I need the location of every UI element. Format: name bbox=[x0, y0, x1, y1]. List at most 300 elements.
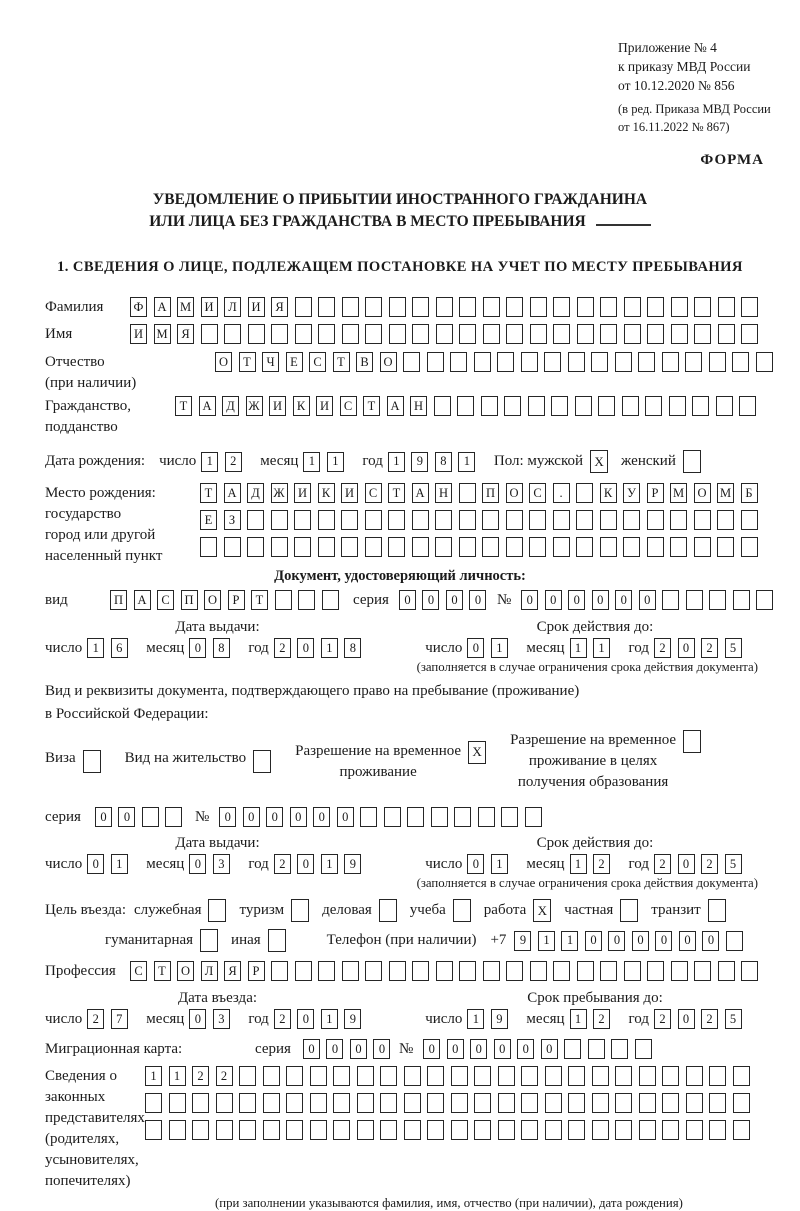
char-cell[interactable]: 0 bbox=[615, 590, 632, 610]
char-cell[interactable]: 0 bbox=[303, 1039, 320, 1059]
char-cell[interactable] bbox=[341, 510, 358, 530]
char-cell[interactable] bbox=[639, 1120, 656, 1140]
char-cell[interactable] bbox=[530, 297, 547, 317]
char-cell[interactable] bbox=[726, 931, 743, 951]
char-cell[interactable] bbox=[318, 324, 335, 344]
char-cell[interactable] bbox=[576, 483, 593, 503]
checkbox[interactable] bbox=[291, 899, 309, 922]
char-cell[interactable] bbox=[454, 807, 471, 827]
char-cell[interactable]: И bbox=[248, 297, 265, 317]
char-cell[interactable] bbox=[384, 807, 401, 827]
char-cell[interactable] bbox=[521, 352, 538, 372]
char-cell[interactable] bbox=[483, 324, 500, 344]
char-cell[interactable] bbox=[741, 510, 758, 530]
char-cell[interactable]: 1 bbox=[467, 1009, 484, 1029]
char-cell[interactable]: 1 bbox=[388, 452, 405, 472]
char-cell[interactable] bbox=[639, 1093, 656, 1113]
char-cell[interactable] bbox=[647, 537, 664, 557]
char-cell[interactable] bbox=[247, 510, 264, 530]
checkbox[interactable]: X bbox=[590, 450, 608, 473]
char-cell[interactable] bbox=[577, 961, 594, 981]
char-cell[interactable]: 0 bbox=[678, 854, 695, 874]
char-cell[interactable] bbox=[671, 324, 688, 344]
char-cell[interactable]: О bbox=[204, 590, 221, 610]
char-cell[interactable] bbox=[169, 1093, 186, 1113]
char-cell[interactable] bbox=[342, 324, 359, 344]
char-cell[interactable]: 5 bbox=[725, 1009, 742, 1029]
char-cell[interactable] bbox=[404, 1120, 421, 1140]
char-cell[interactable] bbox=[357, 1120, 374, 1140]
char-cell[interactable] bbox=[709, 352, 726, 372]
char-cell[interactable]: 0 bbox=[297, 854, 314, 874]
char-cell[interactable]: Т bbox=[251, 590, 268, 610]
char-cell[interactable]: С bbox=[157, 590, 174, 610]
char-cell[interactable] bbox=[709, 1066, 726, 1086]
char-cell[interactable]: А bbox=[154, 297, 171, 317]
char-cell[interactable] bbox=[662, 1120, 679, 1140]
char-cell[interactable] bbox=[741, 297, 758, 317]
char-cell[interactable] bbox=[450, 352, 467, 372]
char-cell[interactable] bbox=[201, 324, 218, 344]
char-cell[interactable] bbox=[298, 590, 315, 610]
char-cell[interactable] bbox=[521, 1066, 538, 1086]
char-cell[interactable]: 2 bbox=[593, 854, 610, 874]
char-cell[interactable]: . bbox=[553, 483, 570, 503]
char-cell[interactable] bbox=[600, 324, 617, 344]
char-cell[interactable] bbox=[623, 537, 640, 557]
char-cell[interactable] bbox=[739, 396, 756, 416]
char-cell[interactable] bbox=[357, 1066, 374, 1086]
char-cell[interactable] bbox=[553, 961, 570, 981]
char-cell[interactable]: 2 bbox=[593, 1009, 610, 1029]
char-cell[interactable]: 9 bbox=[514, 931, 531, 951]
char-cell[interactable] bbox=[145, 1093, 162, 1113]
char-cell[interactable] bbox=[365, 510, 382, 530]
char-cell[interactable] bbox=[451, 1093, 468, 1113]
char-cell[interactable] bbox=[474, 1120, 491, 1140]
char-cell[interactable] bbox=[564, 1039, 581, 1059]
char-cell[interactable] bbox=[483, 961, 500, 981]
char-cell[interactable]: 0 bbox=[189, 1009, 206, 1029]
char-cell[interactable]: Д bbox=[222, 396, 239, 416]
char-cell[interactable] bbox=[553, 510, 570, 530]
char-cell[interactable] bbox=[192, 1093, 209, 1113]
char-cell[interactable] bbox=[553, 324, 570, 344]
char-cell[interactable] bbox=[528, 396, 545, 416]
checkbox[interactable] bbox=[453, 899, 471, 922]
char-cell[interactable]: З bbox=[224, 510, 241, 530]
char-cell[interactable]: С bbox=[340, 396, 357, 416]
char-cell[interactable]: 1 bbox=[303, 452, 320, 472]
char-cell[interactable]: М bbox=[670, 483, 687, 503]
char-cell[interactable] bbox=[622, 396, 639, 416]
char-cell[interactable] bbox=[718, 324, 735, 344]
char-cell[interactable] bbox=[506, 297, 523, 317]
char-cell[interactable]: О bbox=[694, 483, 711, 503]
char-cell[interactable]: О bbox=[506, 483, 523, 503]
char-cell[interactable] bbox=[341, 537, 358, 557]
char-cell[interactable] bbox=[294, 537, 311, 557]
char-cell[interactable] bbox=[592, 1093, 609, 1113]
char-cell[interactable]: 0 bbox=[545, 590, 562, 610]
char-cell[interactable]: Т bbox=[175, 396, 192, 416]
char-cell[interactable] bbox=[365, 961, 382, 981]
char-cell[interactable]: 2 bbox=[192, 1066, 209, 1086]
char-cell[interactable] bbox=[431, 807, 448, 827]
char-cell[interactable] bbox=[388, 537, 405, 557]
char-cell[interactable] bbox=[732, 352, 749, 372]
char-cell[interactable] bbox=[318, 510, 335, 530]
char-cell[interactable] bbox=[501, 807, 518, 827]
char-cell[interactable] bbox=[412, 537, 429, 557]
char-cell[interactable] bbox=[482, 510, 499, 530]
char-cell[interactable]: 1 bbox=[570, 1009, 587, 1029]
char-cell[interactable] bbox=[142, 807, 159, 827]
char-cell[interactable]: 0 bbox=[350, 1039, 367, 1059]
char-cell[interactable]: 0 bbox=[297, 1009, 314, 1029]
char-cell[interactable] bbox=[263, 1066, 280, 1086]
char-cell[interactable] bbox=[615, 1120, 632, 1140]
char-cell[interactable] bbox=[600, 961, 617, 981]
char-cell[interactable]: Р bbox=[248, 961, 265, 981]
char-cell[interactable] bbox=[733, 1093, 750, 1113]
char-cell[interactable] bbox=[427, 1066, 444, 1086]
char-cell[interactable] bbox=[380, 1120, 397, 1140]
char-cell[interactable] bbox=[239, 1093, 256, 1113]
char-cell[interactable]: 0 bbox=[297, 638, 314, 658]
char-cell[interactable]: 7 bbox=[111, 1009, 128, 1029]
char-cell[interactable]: 2 bbox=[701, 854, 718, 874]
char-cell[interactable]: 0 bbox=[568, 590, 585, 610]
char-cell[interactable]: С bbox=[309, 352, 326, 372]
checkbox[interactable]: X bbox=[468, 741, 486, 764]
char-cell[interactable] bbox=[427, 1093, 444, 1113]
char-cell[interactable] bbox=[568, 1120, 585, 1140]
char-cell[interactable]: 0 bbox=[467, 854, 484, 874]
char-cell[interactable]: 3 bbox=[213, 1009, 230, 1029]
char-cell[interactable]: 1 bbox=[321, 854, 338, 874]
char-cell[interactable]: 1 bbox=[169, 1066, 186, 1086]
char-cell[interactable] bbox=[615, 352, 632, 372]
char-cell[interactable]: М bbox=[154, 324, 171, 344]
char-cell[interactable]: 9 bbox=[491, 1009, 508, 1029]
char-cell[interactable] bbox=[310, 1120, 327, 1140]
char-cell[interactable] bbox=[239, 1066, 256, 1086]
char-cell[interactable] bbox=[365, 324, 382, 344]
char-cell[interactable] bbox=[388, 510, 405, 530]
char-cell[interactable] bbox=[310, 1066, 327, 1086]
char-cell[interactable] bbox=[435, 510, 452, 530]
char-cell[interactable]: 0 bbox=[494, 1039, 511, 1059]
char-cell[interactable]: 2 bbox=[654, 638, 671, 658]
char-cell[interactable] bbox=[459, 537, 476, 557]
char-cell[interactable]: 3 bbox=[213, 854, 230, 874]
char-cell[interactable]: 0 bbox=[678, 638, 695, 658]
char-cell[interactable]: 1 bbox=[561, 931, 578, 951]
char-cell[interactable] bbox=[474, 1093, 491, 1113]
char-cell[interactable]: 0 bbox=[118, 807, 135, 827]
char-cell[interactable]: 0 bbox=[243, 807, 260, 827]
char-cell[interactable] bbox=[271, 510, 288, 530]
checkbox[interactable] bbox=[83, 750, 101, 773]
char-cell[interactable] bbox=[568, 352, 585, 372]
char-cell[interactable] bbox=[553, 537, 570, 557]
checkbox[interactable]: X bbox=[533, 899, 551, 922]
char-cell[interactable]: 0 bbox=[446, 590, 463, 610]
char-cell[interactable]: В bbox=[356, 352, 373, 372]
char-cell[interactable] bbox=[577, 324, 594, 344]
char-cell[interactable] bbox=[200, 537, 217, 557]
char-cell[interactable]: Л bbox=[224, 297, 241, 317]
char-cell[interactable] bbox=[404, 1066, 421, 1086]
char-cell[interactable] bbox=[342, 297, 359, 317]
char-cell[interactable] bbox=[403, 352, 420, 372]
char-cell[interactable]: 1 bbox=[145, 1066, 162, 1086]
char-cell[interactable]: Н bbox=[435, 483, 452, 503]
char-cell[interactable] bbox=[718, 297, 735, 317]
char-cell[interactable] bbox=[576, 537, 593, 557]
char-cell[interactable]: Т bbox=[200, 483, 217, 503]
char-cell[interactable]: 0 bbox=[266, 807, 283, 827]
char-cell[interactable]: Я bbox=[177, 324, 194, 344]
char-cell[interactable]: К bbox=[293, 396, 310, 416]
char-cell[interactable] bbox=[662, 1093, 679, 1113]
char-cell[interactable] bbox=[294, 510, 311, 530]
char-cell[interactable] bbox=[459, 297, 476, 317]
char-cell[interactable] bbox=[662, 352, 679, 372]
char-cell[interactable]: И bbox=[316, 396, 333, 416]
char-cell[interactable] bbox=[435, 537, 452, 557]
char-cell[interactable] bbox=[333, 1066, 350, 1086]
char-cell[interactable]: 9 bbox=[411, 452, 428, 472]
char-cell[interactable] bbox=[647, 297, 664, 317]
char-cell[interactable]: 0 bbox=[422, 590, 439, 610]
char-cell[interactable] bbox=[451, 1120, 468, 1140]
char-cell[interactable]: 0 bbox=[467, 638, 484, 658]
char-cell[interactable] bbox=[295, 297, 312, 317]
char-cell[interactable] bbox=[647, 961, 664, 981]
char-cell[interactable]: 1 bbox=[201, 452, 218, 472]
char-cell[interactable] bbox=[733, 1120, 750, 1140]
char-cell[interactable]: И bbox=[201, 297, 218, 317]
char-cell[interactable] bbox=[497, 352, 514, 372]
char-cell[interactable]: С bbox=[365, 483, 382, 503]
char-cell[interactable] bbox=[310, 1093, 327, 1113]
checkbox[interactable] bbox=[379, 899, 397, 922]
char-cell[interactable] bbox=[521, 1093, 538, 1113]
char-cell[interactable] bbox=[247, 537, 264, 557]
char-cell[interactable] bbox=[457, 396, 474, 416]
char-cell[interactable]: Р bbox=[647, 483, 664, 503]
char-cell[interactable] bbox=[365, 537, 382, 557]
char-cell[interactable] bbox=[591, 352, 608, 372]
char-cell[interactable]: 1 bbox=[111, 854, 128, 874]
char-cell[interactable] bbox=[224, 537, 241, 557]
checkbox[interactable] bbox=[200, 929, 218, 952]
char-cell[interactable] bbox=[459, 483, 476, 503]
checkbox[interactable] bbox=[253, 750, 271, 773]
char-cell[interactable]: О bbox=[177, 961, 194, 981]
char-cell[interactable] bbox=[756, 590, 773, 610]
char-cell[interactable]: Я bbox=[271, 297, 288, 317]
char-cell[interactable]: 1 bbox=[87, 638, 104, 658]
char-cell[interactable]: 0 bbox=[326, 1039, 343, 1059]
char-cell[interactable]: Ч bbox=[262, 352, 279, 372]
char-cell[interactable] bbox=[686, 590, 703, 610]
char-cell[interactable]: Е bbox=[286, 352, 303, 372]
char-cell[interactable] bbox=[360, 807, 377, 827]
char-cell[interactable]: С bbox=[529, 483, 546, 503]
char-cell[interactable] bbox=[709, 590, 726, 610]
char-cell[interactable] bbox=[451, 1066, 468, 1086]
char-cell[interactable] bbox=[459, 324, 476, 344]
char-cell[interactable]: Т bbox=[239, 352, 256, 372]
char-cell[interactable] bbox=[545, 1120, 562, 1140]
char-cell[interactable] bbox=[733, 590, 750, 610]
char-cell[interactable] bbox=[498, 1066, 515, 1086]
char-cell[interactable]: 0 bbox=[189, 638, 206, 658]
char-cell[interactable] bbox=[436, 324, 453, 344]
char-cell[interactable] bbox=[521, 1120, 538, 1140]
char-cell[interactable]: М bbox=[717, 483, 734, 503]
char-cell[interactable]: Т bbox=[388, 483, 405, 503]
char-cell[interactable]: 0 bbox=[447, 1039, 464, 1059]
char-cell[interactable]: 0 bbox=[313, 807, 330, 827]
char-cell[interactable] bbox=[639, 1066, 656, 1086]
char-cell[interactable]: О bbox=[380, 352, 397, 372]
char-cell[interactable]: Б bbox=[741, 483, 758, 503]
char-cell[interactable]: С bbox=[130, 961, 147, 981]
char-cell[interactable] bbox=[459, 510, 476, 530]
char-cell[interactable]: А bbox=[387, 396, 404, 416]
char-cell[interactable]: 1 bbox=[491, 638, 508, 658]
char-cell[interactable]: П bbox=[181, 590, 198, 610]
char-cell[interactable] bbox=[427, 1120, 444, 1140]
char-cell[interactable] bbox=[624, 324, 641, 344]
char-cell[interactable]: 8 bbox=[435, 452, 452, 472]
char-cell[interactable] bbox=[504, 396, 521, 416]
char-cell[interactable] bbox=[459, 961, 476, 981]
char-cell[interactable] bbox=[481, 396, 498, 416]
char-cell[interactable] bbox=[407, 807, 424, 827]
char-cell[interactable]: И bbox=[294, 483, 311, 503]
char-cell[interactable]: 1 bbox=[327, 452, 344, 472]
char-cell[interactable]: Т bbox=[154, 961, 171, 981]
char-cell[interactable]: И bbox=[269, 396, 286, 416]
char-cell[interactable] bbox=[709, 1093, 726, 1113]
char-cell[interactable] bbox=[647, 324, 664, 344]
char-cell[interactable] bbox=[192, 1120, 209, 1140]
char-cell[interactable] bbox=[741, 537, 758, 557]
char-cell[interactable] bbox=[694, 537, 711, 557]
char-cell[interactable]: К bbox=[318, 483, 335, 503]
checkbox[interactable] bbox=[683, 730, 701, 753]
char-cell[interactable] bbox=[568, 1093, 585, 1113]
char-cell[interactable] bbox=[224, 324, 241, 344]
char-cell[interactable] bbox=[506, 961, 523, 981]
char-cell[interactable] bbox=[271, 324, 288, 344]
char-cell[interactable]: 1 bbox=[570, 854, 587, 874]
char-cell[interactable] bbox=[615, 1066, 632, 1086]
char-cell[interactable] bbox=[669, 396, 686, 416]
char-cell[interactable] bbox=[529, 537, 546, 557]
char-cell[interactable]: 0 bbox=[632, 931, 649, 951]
char-cell[interactable]: 1 bbox=[458, 452, 475, 472]
char-cell[interactable] bbox=[412, 324, 429, 344]
char-cell[interactable] bbox=[741, 961, 758, 981]
char-cell[interactable]: 0 bbox=[373, 1039, 390, 1059]
char-cell[interactable]: А bbox=[134, 590, 151, 610]
char-cell[interactable] bbox=[322, 590, 339, 610]
char-cell[interactable] bbox=[692, 396, 709, 416]
char-cell[interactable] bbox=[592, 1120, 609, 1140]
char-cell[interactable] bbox=[588, 1039, 605, 1059]
char-cell[interactable] bbox=[671, 297, 688, 317]
char-cell[interactable] bbox=[635, 1039, 652, 1059]
char-cell[interactable] bbox=[380, 1066, 397, 1086]
char-cell[interactable] bbox=[598, 396, 615, 416]
char-cell[interactable]: 0 bbox=[585, 931, 602, 951]
char-cell[interactable] bbox=[733, 1066, 750, 1086]
checkbox[interactable] bbox=[268, 929, 286, 952]
char-cell[interactable]: 2 bbox=[654, 1009, 671, 1029]
char-cell[interactable]: 2 bbox=[701, 1009, 718, 1029]
char-cell[interactable] bbox=[295, 324, 312, 344]
char-cell[interactable] bbox=[686, 1120, 703, 1140]
char-cell[interactable] bbox=[380, 1093, 397, 1113]
char-cell[interactable] bbox=[239, 1120, 256, 1140]
char-cell[interactable]: 2 bbox=[701, 638, 718, 658]
char-cell[interactable] bbox=[483, 297, 500, 317]
char-cell[interactable] bbox=[389, 961, 406, 981]
char-cell[interactable] bbox=[333, 1093, 350, 1113]
char-cell[interactable] bbox=[263, 1120, 280, 1140]
char-cell[interactable] bbox=[592, 1066, 609, 1086]
char-cell[interactable] bbox=[718, 961, 735, 981]
char-cell[interactable]: Я bbox=[224, 961, 241, 981]
char-cell[interactable] bbox=[271, 961, 288, 981]
char-cell[interactable] bbox=[671, 961, 688, 981]
char-cell[interactable]: 0 bbox=[189, 854, 206, 874]
char-cell[interactable] bbox=[506, 537, 523, 557]
char-cell[interactable] bbox=[404, 1093, 421, 1113]
char-cell[interactable]: 1 bbox=[321, 1009, 338, 1029]
char-cell[interactable] bbox=[624, 961, 641, 981]
char-cell[interactable] bbox=[662, 590, 679, 610]
char-cell[interactable]: 1 bbox=[593, 638, 610, 658]
char-cell[interactable]: М bbox=[177, 297, 194, 317]
char-cell[interactable]: Т bbox=[333, 352, 350, 372]
char-cell[interactable]: 0 bbox=[521, 590, 538, 610]
char-cell[interactable] bbox=[474, 1066, 491, 1086]
char-cell[interactable]: 2 bbox=[654, 854, 671, 874]
checkbox[interactable] bbox=[708, 899, 726, 922]
char-cell[interactable] bbox=[389, 297, 406, 317]
char-cell[interactable]: А bbox=[224, 483, 241, 503]
char-cell[interactable] bbox=[318, 537, 335, 557]
char-cell[interactable]: 0 bbox=[470, 1039, 487, 1059]
char-cell[interactable]: 0 bbox=[639, 590, 656, 610]
char-cell[interactable]: У bbox=[623, 483, 640, 503]
char-cell[interactable] bbox=[295, 961, 312, 981]
char-cell[interactable] bbox=[318, 961, 335, 981]
char-cell[interactable] bbox=[506, 510, 523, 530]
char-cell[interactable]: Д bbox=[247, 483, 264, 503]
checkbox[interactable] bbox=[208, 899, 226, 922]
char-cell[interactable]: 1 bbox=[538, 931, 555, 951]
char-cell[interactable] bbox=[286, 1120, 303, 1140]
char-cell[interactable] bbox=[412, 297, 429, 317]
